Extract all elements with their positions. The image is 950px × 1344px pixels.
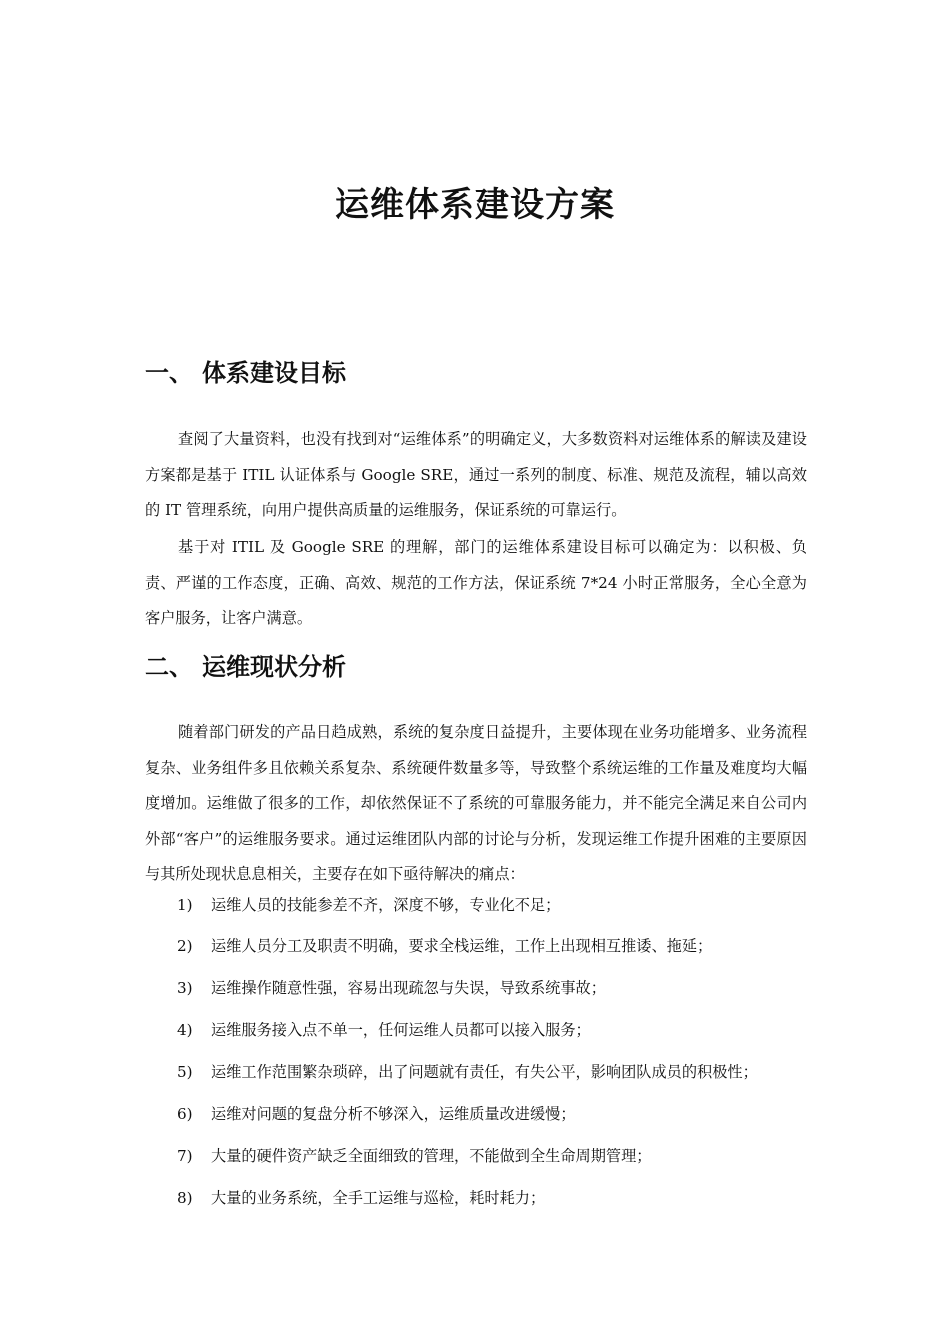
list-item-number: 6) (177, 1105, 193, 1123)
section-1-paragraph-2: 基于对 ITIL 及 Google SRE 的理解，部门的运维体系建设目标可以确定为：以积极、负责、严谨的工作态度，正确、高效、规范的工作方法，保证系统 7*24 小时正常服务，全心全意为客户服务，让客户满意。 (145, 538, 807, 627)
section-2-paragraph: 随着部门研发的产品日趋成熟，系统的复杂度日益提升，主要体现在业务功能增多、业务流程复杂、业务组件多且依赖关系复杂、系统硬件数量多等，导致整个系统运维的工作量及难度均大幅度增加。运维做了很多的工作，却依然保证不了系统的可靠服务能力，并不能完全满足来自公司内外部“客户”的运维服务要求。通过运维团队内部的讨论与分析，发现运维工作提升困难的主要原因与其所处现状息息相关，主要存在如下亟待解决的痛点： (145, 723, 807, 883)
list-item-text: 大量的硬件资产缺乏全面细致的管理，不能做到全生命周期管理； (211, 1147, 652, 1165)
list-item (177, 1017, 817, 1043)
list-item-number: 1) (177, 896, 193, 914)
list-item-text: 大量的业务系统，全手工运维与巡检，耗时耗力； (211, 1189, 546, 1207)
list-item (177, 892, 817, 918)
section-2-title: 运维现状分析 (202, 653, 346, 681)
section-1-heading (145, 356, 346, 390)
list-item-text: 运维服务接入点不单一，任何运维人员都可以接入服务； (211, 1021, 591, 1039)
section-1-title: 体系建设目标 (202, 359, 346, 387)
list-item-number: 4) (177, 1021, 193, 1039)
list-item-text: 运维人员的技能参差不齐，深度不够，专业化不足； (211, 896, 561, 914)
document-title: 运维体系建设方案 (335, 185, 615, 225)
list-item (177, 1143, 817, 1169)
section-1-number: 一、 (145, 359, 193, 387)
list-item (177, 1185, 817, 1211)
list-item-text: 运维人员分工及职责不明确，要求全栈运维，工作上出现相互推诿、拖延； (211, 937, 713, 955)
list-item-number: 5) (177, 1063, 193, 1081)
list-item-number: 3) (177, 979, 193, 997)
section-1-paragraph-1: 查阅了大量资料，也没有找到对“运维体系”的明确定义，大多数资料对运维体系的解读及建设方案都是基于 ITIL 认证体系与 Google SRE，通过一系列的制度、标准、规范及流程，辅以高效的 IT 管理系统，向用户提供高质量的运维服务，保证系统的可靠运行。 (145, 430, 807, 519)
list-item (177, 1059, 817, 1085)
section-2-heading (145, 650, 346, 684)
section-2-number: 二、 (145, 653, 193, 681)
list-item (177, 1101, 817, 1127)
list-item (177, 975, 817, 1001)
list-item (177, 933, 817, 959)
list-item-text: 运维对问题的复盘分析不够深入，运维质量改进缓慢； (211, 1105, 576, 1123)
list-item-number: 7) (177, 1147, 193, 1165)
list-item-text: 运维操作随意性强，容易出现疏忽与失误，导致系统事故； (211, 979, 606, 997)
list-item-number: 2) (177, 937, 193, 955)
list-item-text: 运维工作范围繁杂琐碎，出了问题就有责任，有失公平，影响团队成员的积极性； (211, 1063, 758, 1081)
list-item-number: 8) (177, 1189, 193, 1207)
